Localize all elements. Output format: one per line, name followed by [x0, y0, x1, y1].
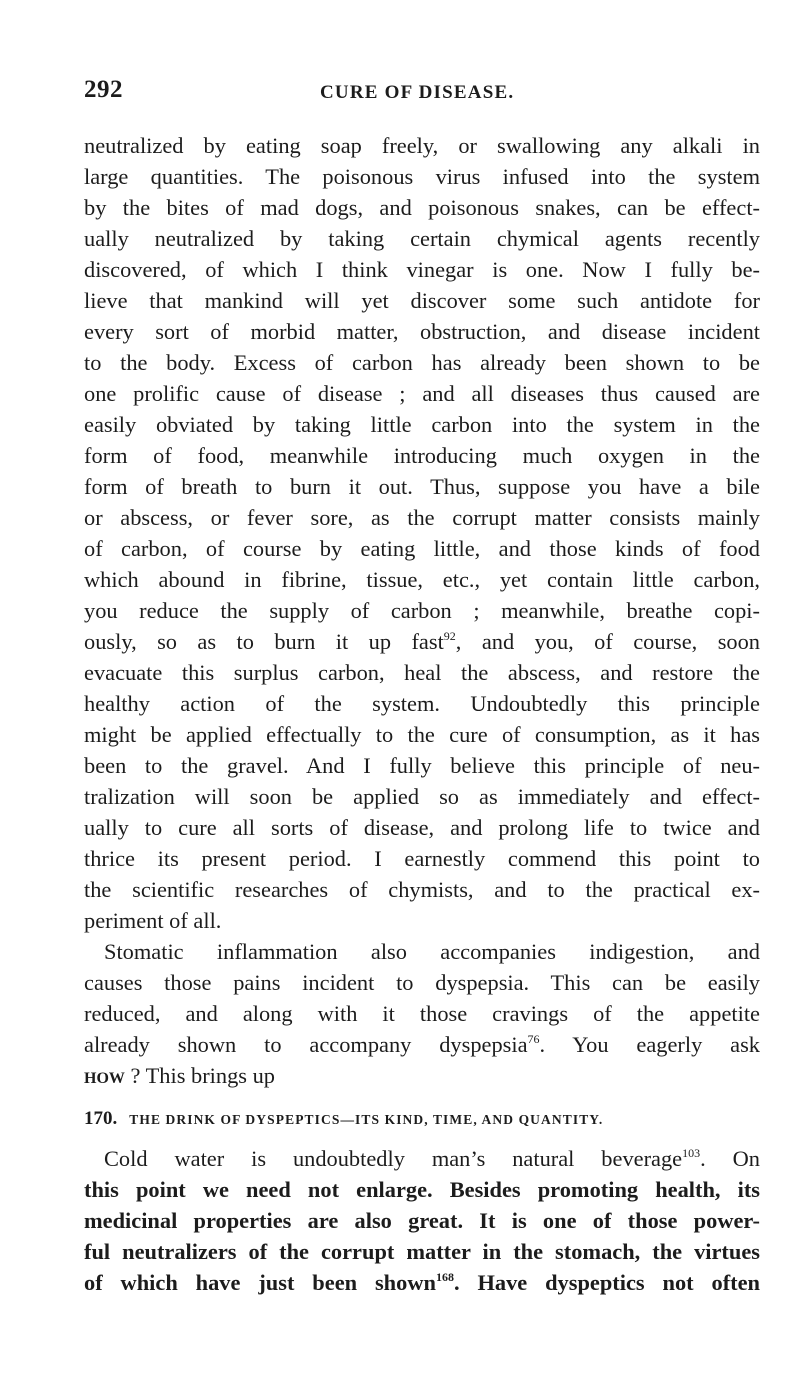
text-line: of which have just been shown$^{168}$. Have dyspeptics not often — [84, 1270, 761, 1295]
text-line: periment of all. — [84, 908, 222, 933]
text-line: been to the gravel. And I fully believe this principle of neu- — [84, 753, 760, 778]
reference-mark: 76 — [527, 1032, 540, 1046]
text-line: healthy action of the system. Undoubtedly this principle — [84, 691, 760, 716]
text-line: the scientific researches of chymists, and to the practical ex- — [84, 877, 760, 902]
text-line: by the bites of mad dogs, and poisonous snakes, can be effect- — [84, 195, 760, 220]
text-line: neutralized by eating soap freely, or swallowing any alkali in — [84, 133, 760, 158]
text-line: large quantities. The poisonous virus infused into the system — [84, 164, 760, 189]
text-line: easily obviated by taking little carbon into the system in the — [84, 412, 760, 437]
reference-mark: 103 — [682, 1146, 701, 1160]
text-line: to the body. Excess of carbon has already been shown to be — [84, 350, 760, 375]
text-line: which abound in fibrine, tissue, etc., yet contain little carbon, — [84, 567, 760, 592]
text-line: medicinal properties are also great. It is one of those power- — [84, 1208, 760, 1233]
text-line: ful neutralizers of the corrupt matter in the stomach, the virtues — [84, 1239, 760, 1264]
text-line: evacuate this surplus carbon, heal the abscess, and restore the — [84, 660, 760, 685]
text-line: causes those pains incident to dyspepsia. This can be easily — [84, 970, 760, 995]
text-line: reduced, and along with it those cravings of the appetite — [84, 1001, 760, 1026]
text-line: ously, so as to burn it up fast$^{92}$, and you, of course, soon — [84, 629, 760, 654]
text-line: one prolific cause of disease ; and all diseases thus caused are — [84, 381, 760, 406]
paragraph-1-continued — [84, 657, 760, 936]
text-line: ually to cure all sorts of disease, and prolong life to twice and — [84, 815, 760, 840]
paragraph-3 — [84, 1174, 760, 1267]
text-line: ually neutralized by taking certain chymical agents recently — [84, 226, 760, 251]
running-head — [84, 76, 744, 110]
text-line: Cold water is undoubtedly man’s natural beverage$^{103}$. On — [104, 1146, 760, 1171]
text-line: of carbon, of course by eating little, and those kinds of food — [84, 536, 760, 561]
section-heading — [84, 1099, 760, 1139]
text-line: already shown to accompany dyspepsia$^{76}$. You eagerly ask — [84, 1032, 760, 1057]
section-title: THE DRINK OF DYSPEPTICS—ITS KIND, TIME, AND QUANTITY. — [129, 1112, 604, 1127]
text-line: might be applied effectually to the cure of consumption, as it has — [84, 722, 760, 747]
text-line: tralization will soon be applied so as immediately and effect- — [84, 784, 760, 809]
body-text — [84, 130, 760, 1298]
text-line: you reduce the supply of carbon ; meanwhile, breathe copi- — [84, 598, 760, 623]
text-line: form of food, meanwhile introducing much oxygen in the — [84, 443, 760, 468]
text-line: form of breath to burn it out. Thus, suppose you have a bile — [84, 474, 760, 499]
running-title: CURE OF DISEASE. — [320, 82, 515, 103]
reference-mark: 92 — [443, 629, 456, 643]
text-line: discovered, of which I think vinegar is one. Now I fully be- — [84, 257, 760, 282]
text-line: Stomatic inflammation also accompanies indigestion, and — [104, 939, 760, 964]
paragraph-1 — [84, 130, 760, 626]
page-number: 292 — [84, 76, 123, 103]
text-line: how ? This brings up — [84, 1063, 275, 1088]
reference-mark: 168 — [435, 1270, 454, 1284]
text-line: thrice its present period. I earnestly commend this point to — [84, 846, 760, 871]
text-line: this point we need not enlarge. Besides promoting health, its — [84, 1177, 760, 1202]
text-line: or abscess, or fever sore, as the corrupt matter consists mainly — [84, 505, 760, 530]
text-line: lieve that mankind will yet discover some such antidote for — [84, 288, 760, 313]
paragraph-2 — [84, 936, 760, 1029]
section-number: 170. — [84, 1108, 118, 1129]
small-caps-word: how — [84, 1063, 125, 1088]
text-line: every sort of morbid matter, obstruction, and disease incident — [84, 319, 760, 344]
